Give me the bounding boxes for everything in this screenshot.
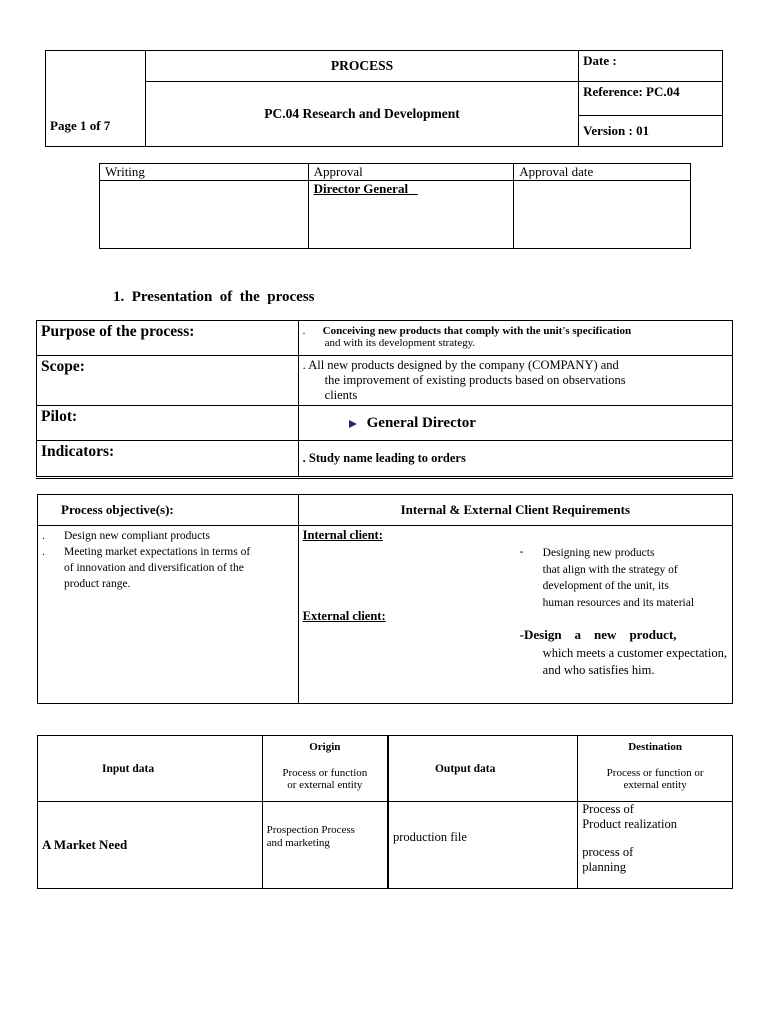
approver-name: Director General bbox=[313, 181, 409, 196]
external-client-label: External client: bbox=[302, 609, 386, 623]
indicators-label: Indicators: bbox=[37, 441, 299, 478]
output-data-value: production file bbox=[388, 802, 578, 889]
approval-table bbox=[99, 163, 691, 249]
document-header-table bbox=[45, 50, 723, 147]
origin-header-cell: Origin Process or function or external entity bbox=[262, 736, 388, 802]
approval-date-header: Approval date bbox=[514, 164, 691, 181]
process-name: PC.04 Research and Development bbox=[145, 82, 578, 147]
origin-value: Prospection Process and marketing bbox=[262, 802, 388, 889]
destination-header-cell: Destination Process or function or external entity bbox=[578, 736, 733, 802]
process-presentation-table bbox=[36, 320, 733, 479]
objective-item-2: Meeting market expectations in terms of of innovation and diversification of the product range. bbox=[64, 546, 251, 590]
approval-cell bbox=[308, 181, 514, 249]
external-client-requirements: which meets a customer expectation, and who satisfies him. bbox=[542, 646, 727, 677]
writing-header: Writing bbox=[100, 164, 309, 181]
arrow-bullet-icon bbox=[349, 420, 357, 428]
input-data-value: A Market Need bbox=[38, 802, 263, 889]
purpose-value: . Conceiving new products that comply with the unit's specification and with its development strategy. bbox=[298, 321, 732, 356]
section-1-heading bbox=[113, 289, 315, 306]
approval-date-cell bbox=[514, 181, 691, 249]
scope-value: . All new products designed by the company (COMPANY) and the improvement of existing products based on observations clients bbox=[298, 356, 732, 406]
process-label: PROCESS bbox=[145, 51, 578, 82]
version-label: Version : 01 bbox=[579, 116, 723, 147]
writing-cell bbox=[100, 181, 309, 249]
pilot-label: Pilot: bbox=[37, 406, 299, 441]
objectives-list bbox=[38, 526, 299, 704]
pilot-value: General Director bbox=[298, 406, 732, 441]
indicators-value: . Study name leading to orders bbox=[298, 441, 732, 478]
objective-bullet-2: . bbox=[42, 546, 45, 558]
purpose-label: Purpose of the process: bbox=[37, 321, 299, 356]
objective-item-1: Design new compliant products bbox=[64, 530, 210, 542]
requirements-cell bbox=[298, 526, 732, 704]
objectives-table bbox=[37, 494, 733, 704]
approval-header: Approval bbox=[308, 164, 514, 181]
internal-client-label: Internal client: bbox=[302, 528, 383, 542]
section-number: 1. bbox=[113, 289, 125, 305]
header-logo-cell bbox=[46, 51, 146, 116]
internal-dash: - bbox=[519, 546, 524, 558]
destination-value: Process of Product realization process of planning bbox=[578, 802, 733, 889]
date-label: Date : bbox=[579, 51, 723, 82]
objectives-header: Process objective(s): bbox=[38, 495, 299, 526]
input-data-header: Input data bbox=[38, 736, 263, 802]
objective-bullet-1: . bbox=[42, 530, 45, 542]
input-output-table bbox=[37, 735, 733, 889]
external-client-line-1: -Design a new product, bbox=[519, 627, 677, 642]
reference-label: Reference: PC.04 bbox=[579, 82, 723, 116]
requirements-header: Internal & External Client Requirements bbox=[298, 495, 732, 526]
internal-client-requirements: Designing new products that align with the strategy of development of the unit, its human resources and its material bbox=[542, 547, 695, 609]
section-title: Presentation of the process bbox=[131, 289, 315, 305]
output-data-header: Output data bbox=[388, 736, 578, 802]
page-number: Page 1 of 7 bbox=[46, 116, 146, 147]
scope-label: Scope: bbox=[37, 356, 299, 406]
